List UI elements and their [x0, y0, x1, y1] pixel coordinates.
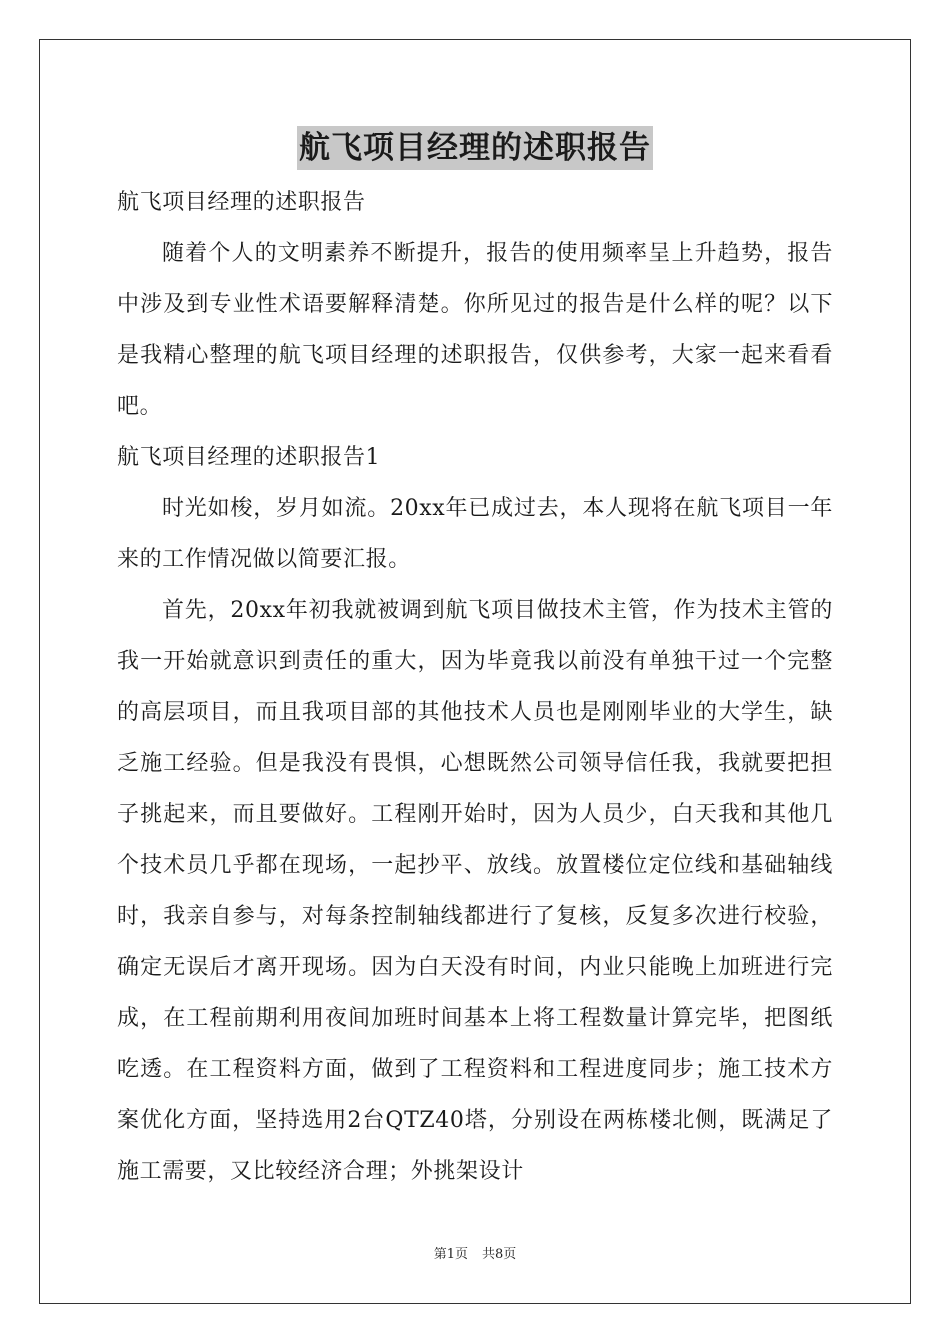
page-total: 共8页 — [482, 1247, 517, 1262]
intro-paragraph: 随着个人的文明素养不断提升，报告的使用频率呈上升趋势，报告中涉及到专业性术语要解释清楚。你所见过的报告是什么样的呢？以下是我精心整理的航飞项目经理的述职报告，仅供参考，大家一起来看看吧。 — [117, 241, 833, 419]
document-body — [117, 177, 833, 1197]
section-heading: 航飞项目经理的述职报告1 — [117, 445, 381, 470]
subtitle-paragraph: 航飞项目经理的述职报告 — [117, 190, 366, 215]
document-title: 航飞项目经理的述职报告 — [297, 126, 653, 170]
body-paragraph: 时光如梭，岁月如流。20xx年已成过去，本人现将在航飞项目一年来的工作情况做以简要汇报。 — [117, 496, 833, 572]
title-container — [0, 126, 950, 170]
body-paragraph: 首先，20xx年初我就被调到航飞项目做技术主管，作为技术主管的我一开始就意识到责任的重大，因为毕竟我以前没有单独干过一个完整的高层项目，而且我项目部的其他技术人员也是刚刚毕业的大学生，缺乏施工经验。但是我没有畏惧，心想既然公司领导信任我，我就要把担子挑起来，而且要做好。工程刚开始时，因为人员少，白天我和其他几个技术员几乎都在现场，一起抄平、放线。放置楼位定位线和基础轴线时，我亲自参与，对每条控制轴线都进行了复核，反复多次进行校验，确定无误后才离开现场。因为白天没有时间，内业只能晚上加班进行完成，在工程前期利用夜间加班时间基本上将工程数量计算完毕，把图纸吃透。在工程资料方面，做到了工程资料和工程进度同步；施工技术方案优化方面，坚持选用2台QTZ40塔，分别设在两栋楼北侧，既满足了施工需要，又比较经济合理；外挑架设计 — [117, 598, 833, 1184]
page-number: 第1页 — [433, 1247, 468, 1262]
page-footer — [0, 1243, 950, 1262]
